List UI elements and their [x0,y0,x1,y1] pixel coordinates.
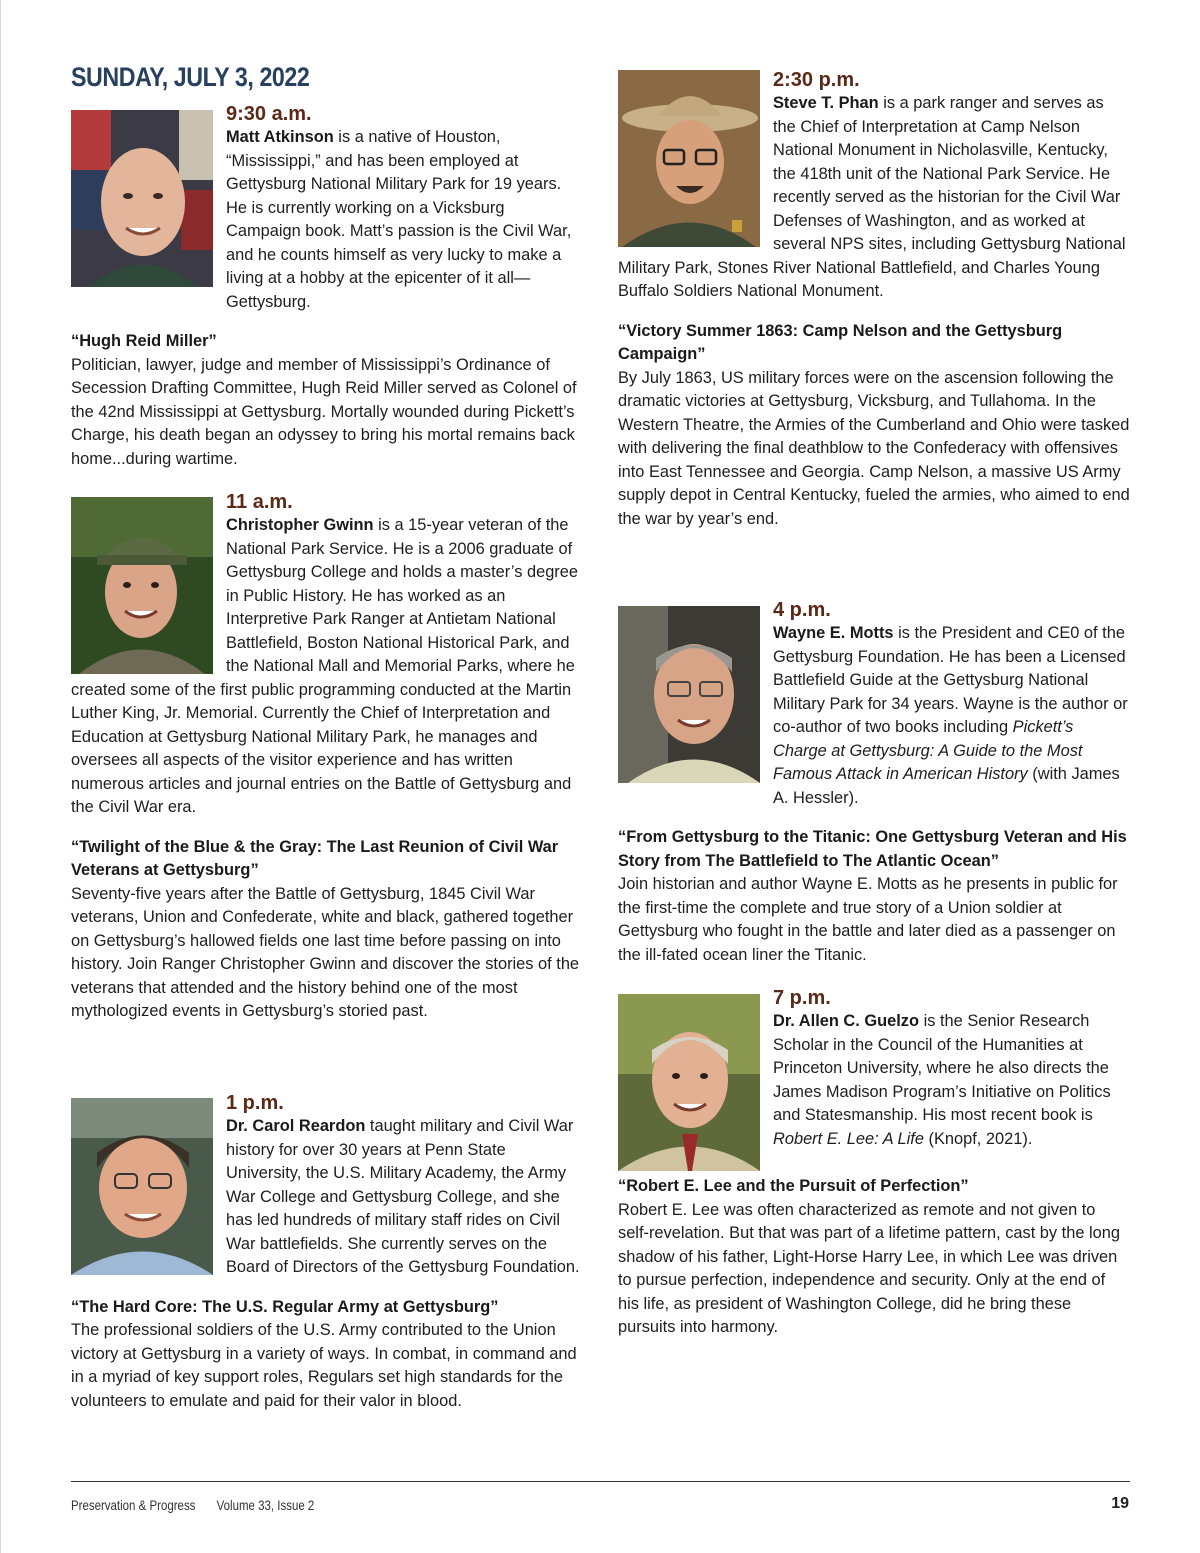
book-title: Robert E. Lee: A Life [773,1129,924,1148]
speaker-name: Steve T. Phan [773,94,879,112]
talk-title: “Victory Summer 1863: Camp Nelson and the Gettysburg Campaign” [618,321,1063,363]
session-time: 4 p.m. [773,599,831,621]
volume-issue: Volume 33, Issue 2 [216,1497,315,1513]
bio-text: is the President and CE0 of the Gettysburg Foundation. He has been a Licensed Battlefield Guide at the Gettysburg National Military Park for 34 years. Wayne is the author or co-author of two books including [773,624,1128,736]
session-1 [71,1091,583,1413]
speaker-photo-motts [618,606,760,783]
session-time: 11 a.m. [226,491,293,513]
talk-title: “Hugh Reid Miller” [71,332,217,350]
bio-text: is a native of Houston, “Mississippi,” and has been employed at Gettysburg National Military Park for 19 years. He is currently working on a Vicksburg Campaign book. Matt’s passion is the Civil War, and he counts himself as very lucky to make a living at a hobby at the epicenter of it all—Gettysburg. [226,128,572,311]
session-930 [71,102,583,471]
speaker-photo-gwinn [71,497,213,674]
session-4 [618,598,1130,967]
page-edge [0,0,1,1553]
speaker-name: Dr. Carol Reardon [226,1117,366,1135]
speaker-photo-guelzo [618,994,760,1171]
talk-title: “The Hard Core: The U.S. Regular Army at Gettysburg” [71,1297,499,1316]
talk-abstract: The professional soldiers of the U.S. Army contributed to the Union victory at Gettysburg in a variety of ways. In combat, in command and in a myriad of key support roles, Regulars set high standards for the volunteers to emulate and paid for their valor in blood. [71,1321,577,1410]
bio-text: is a 15-year veteran of the National Park Service. He is a 2006 graduate of Gettysburg College and holds a master’s degree in Public History. He has worked as an Interpretive Park Ranger at Antietam National Battlefield, Boston National Historical Park, and the National Mall and Memorial Parks, where he created some of the first public programming conducted at the Martin Luther King, Jr. Memorial. Currently the Chief of Interpretation and Education at Gettysburg National Military Park, he manages and oversees all aspects of the visitor experience and has written numerous articles and journal entries on the Battle of Gettysburg and the Civil War era. [71,516,578,816]
session-time: 9:30 a.m. [226,103,312,125]
footer-divider [71,1481,1130,1482]
bio-text-end: (Knopf, 2021). [923,1129,1033,1148]
session-time: 7 p.m. [773,987,831,1009]
page-title: SUNDAY, JULY 3, 2022 [71,62,310,92]
bio-text-end: (with James A. Hessler). [773,765,1120,807]
book-title: Pickett’s Charge at Gettysburg: A Guide to the Most Famous Attack in American History [773,718,1083,783]
footer-publication [71,1497,332,1513]
speaker-name: Christopher Gwinn [226,516,374,534]
speaker-name: Matt Atkinson [226,128,334,146]
speaker-name: Wayne E. Motts [773,624,894,642]
speaker-photo-atkinson [71,110,213,287]
bio-text: taught military and Civil War history for over 30 years at Penn State University, the U.S. Military Academy, the Army War College and Gettysburg College, and she has led hundreds of military staff rides on Civil War battlefields. She currently serves on the Board of Directors of the Gettysburg Foundation. [226,1117,580,1276]
speaker-photo-reardon [71,1098,213,1275]
session-230 [618,68,1130,531]
bio-text: is the Senior Research Scholar in the Council of the Humanities at Princeton University, where he also directs the James Madison Program’s Initiative on Politics and Statesmanship. His most recent book is [773,1012,1111,1124]
page-number: 19 [1111,1495,1129,1512]
session-time: 2:30 p.m. [773,69,860,91]
talk-title: “Robert E. Lee and the Pursuit of Perfection” [618,1177,969,1195]
bio-text: is a park ranger and serves as the Chief of Interpretation at Camp Nelson National Monument in Nicholasville, Kentucky, the 418th unit of the National Park Service. He recently served as the historian for the Civil War Defenses of Washington, and as worked at several NPS sites, including Gettysburg National Military Park, Stones River National Battlefield, and Charles Young Buffalo Soldiers National Monument. [618,94,1126,300]
talk-abstract: Politician, lawyer, judge and member of Mississippi’s Ordinance of Secession Drafting Committee, Hugh Reid Miller served as Colonel of the 42nd Mississippi at Gettysburg. Mortally wounded during Pickett’s Charge, his death began an odyssey to bring his mortal remains back home...during wartime. [71,355,577,468]
talk-title: “From Gettysburg to the Titanic: One Gettysburg Veteran and His Story from The Battlefield to The Atlantic Ocean” [618,828,1127,870]
speaker-photo-phan [618,70,760,247]
speaker-name: Dr. Allen C. Guelzo [773,1012,920,1030]
talk-abstract: Robert E. Lee was often characterized as remote and not given to self-revelation. But that was part of a lifetime pattern, cast by the long shadow of his father, Light-Horse Harry Lee, in which Lee was driven to pursue perfection, independence and security. Only at the end of his life, as president of Washington College, did he bring these pursuits into harmony. [618,1200,1120,1336]
session-time: 1 p.m. [226,1092,284,1114]
session-11 [71,490,583,1024]
talk-abstract: Seventy-five years after the Battle of Gettysburg, 1845 Civil War veterans, Union and Confederate, white and black, gathered together on Gettysburg’s hallowed fields one last time before passing on into history. Join Ranger Christopher Gwinn and discover the stories of the veterans that attended and the history behind one of the most mythologized events in Gettysburg’s storied past. [71,884,580,1020]
publication-name: Preservation & Progress [71,1497,196,1513]
talk-abstract: Join historian and author Wayne E. Motts as he presents in public for the first-time the complete and true story of a Union soldier at Gettysburg who fought in the battle and later died as a passenger on the ill-fated ocean liner the Titanic. [618,875,1118,964]
session-7 [618,986,1130,1340]
talk-title: “Twilight of the Blue & the Gray: The Last Reunion of Civil War Veterans at Gettysburg” [71,837,559,879]
talk-abstract: By July 1863, US military forces were on the ascension following the dramatic victories at Gettysburg, Vicksburg, and Tullahoma. In the Western Theatre, the Armies of the Cumberland and Ohio were tasked with delivering the final deathblow to the Confederacy with offensives into East Tennessee and Georgia. Camp Nelson, a massive US Army supply depot in Central Kentucky, fueled the armies, who aimed to end the war by year’s end. [618,368,1130,528]
